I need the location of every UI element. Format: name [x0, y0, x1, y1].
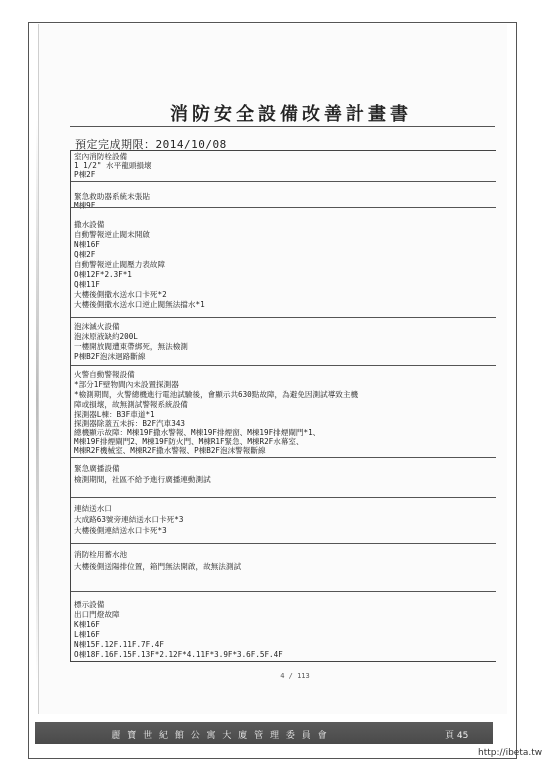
- section-broadcast: [71, 457, 496, 498]
- section-line: 1 1/2" 水平龍頭損壞: [74, 161, 152, 170]
- section-line: 自動警報逆止閥壓力表故障: [74, 260, 166, 269]
- section-line: Q棟11F: [74, 280, 100, 289]
- section-line: 大樓後側連結送水口卡死*3: [74, 526, 167, 535]
- section-line: N棟15F.12F.11F.7F.4F: [74, 640, 164, 649]
- section-line: 出口門燈故障: [74, 610, 120, 619]
- section-line: L棟16F: [74, 630, 100, 639]
- title-underline: [70, 126, 495, 127]
- section-line: 總機顯示故障：M棟19F撒水警報、M棟19F排煙窗、M棟19F排煙閘門*1、: [74, 428, 321, 437]
- section-line: 大樓後側撒水送水口卡死*2: [74, 290, 167, 299]
- footer-page-number: 頁 45: [445, 731, 469, 741]
- section-line: 緊急廣播設備: [74, 464, 120, 473]
- section-line: 探測器L棟：B3F車道*1: [74, 410, 155, 419]
- footer-organization: 麗 寶 世 紀 館 公 寓 大 廈 管 理 委 員 會: [111, 731, 329, 741]
- section-line: 撒水設備: [74, 220, 105, 229]
- section-line: 室內消防栓設備: [74, 152, 128, 161]
- section-rescue: [71, 181, 496, 208]
- section-fire-alarm: [71, 365, 496, 458]
- section-line: 一樓開放閥遭東帶綁死，無法檢測: [74, 342, 188, 351]
- section-line: M棟9F: [74, 201, 96, 210]
- section-line: 探測器除蓋五未拆：B2F汽車343: [74, 419, 185, 428]
- section-line: N棟16F: [74, 240, 100, 249]
- document-title: 消防安全設備改善計畫書: [170, 104, 412, 125]
- section-line: 障或損壞，故無測試警報系統設備: [74, 400, 188, 409]
- section-line: O棟18F.16F.15F.13F*2.12F*4.11F*3.9F*3.6F.5F.4F: [74, 650, 283, 659]
- section-line: 自動警報逆止閥未開啟: [74, 230, 150, 239]
- section-line: *檢測期間，火警總機進行電池試驗後，會顯示共630點故障，為避免因測試導致主機: [74, 390, 359, 399]
- section-line: Q棟2F: [74, 250, 96, 259]
- section-line: 標示設備: [74, 600, 105, 609]
- section-foam: [71, 317, 496, 366]
- section-line: *部分1F壁物間內未設置探測器: [74, 380, 179, 389]
- section-sprinkler: [71, 207, 496, 318]
- section-line: 緊急救助器系統未張貼: [74, 192, 150, 201]
- deadline-text: 預定完成期限：2014/10/08: [75, 138, 227, 151]
- section-connection-inlet: [71, 497, 496, 544]
- section-line: P棟B2F泡沫迴路斷線: [74, 352, 146, 361]
- section-line: 大成路63號旁連結送水口卡死*3: [74, 515, 184, 524]
- section-line: P棟2F: [74, 170, 96, 179]
- section-indoor-hydrant: [71, 151, 496, 181]
- section-line: 消防栓用蓄水池: [74, 550, 128, 559]
- section-line: M棟19F排煙閘門2、M棟19F防火門、M棟R1F緊急、M棟R2F水幕室、: [74, 437, 304, 446]
- section-line: 連結送水口: [74, 504, 112, 513]
- section-line: 檢測期間，社區不給予進行廣播連動測試: [74, 475, 211, 484]
- section-signage: [71, 591, 496, 662]
- section-line: 大樓後側撒水送水口逆止閥無法擋水*1: [74, 300, 205, 309]
- section-line: 泡沫滅火設備: [74, 322, 120, 331]
- watermark-url: http://ibeta.tw: [478, 748, 543, 758]
- page-indicator: 4 / 113: [280, 672, 310, 680]
- section-line: O棟12F*2.3F*1: [74, 270, 132, 279]
- section-line: M棟R2F機械室、M棟R2F撒水警報、P棟B2F泡沫警報斷線: [74, 446, 266, 455]
- section-line: 泡沫原液缺約200L: [74, 332, 138, 341]
- section-water-tank: [71, 543, 496, 592]
- section-line: K棟16F: [74, 620, 100, 629]
- section-line: 火警自動警報設備: [74, 370, 135, 379]
- content-table: [70, 150, 496, 662]
- section-line: 大樓後側送陽排位置，箱門無法開啟，故無法測試: [74, 562, 242, 571]
- scan-edge-shadow: [36, 120, 38, 680]
